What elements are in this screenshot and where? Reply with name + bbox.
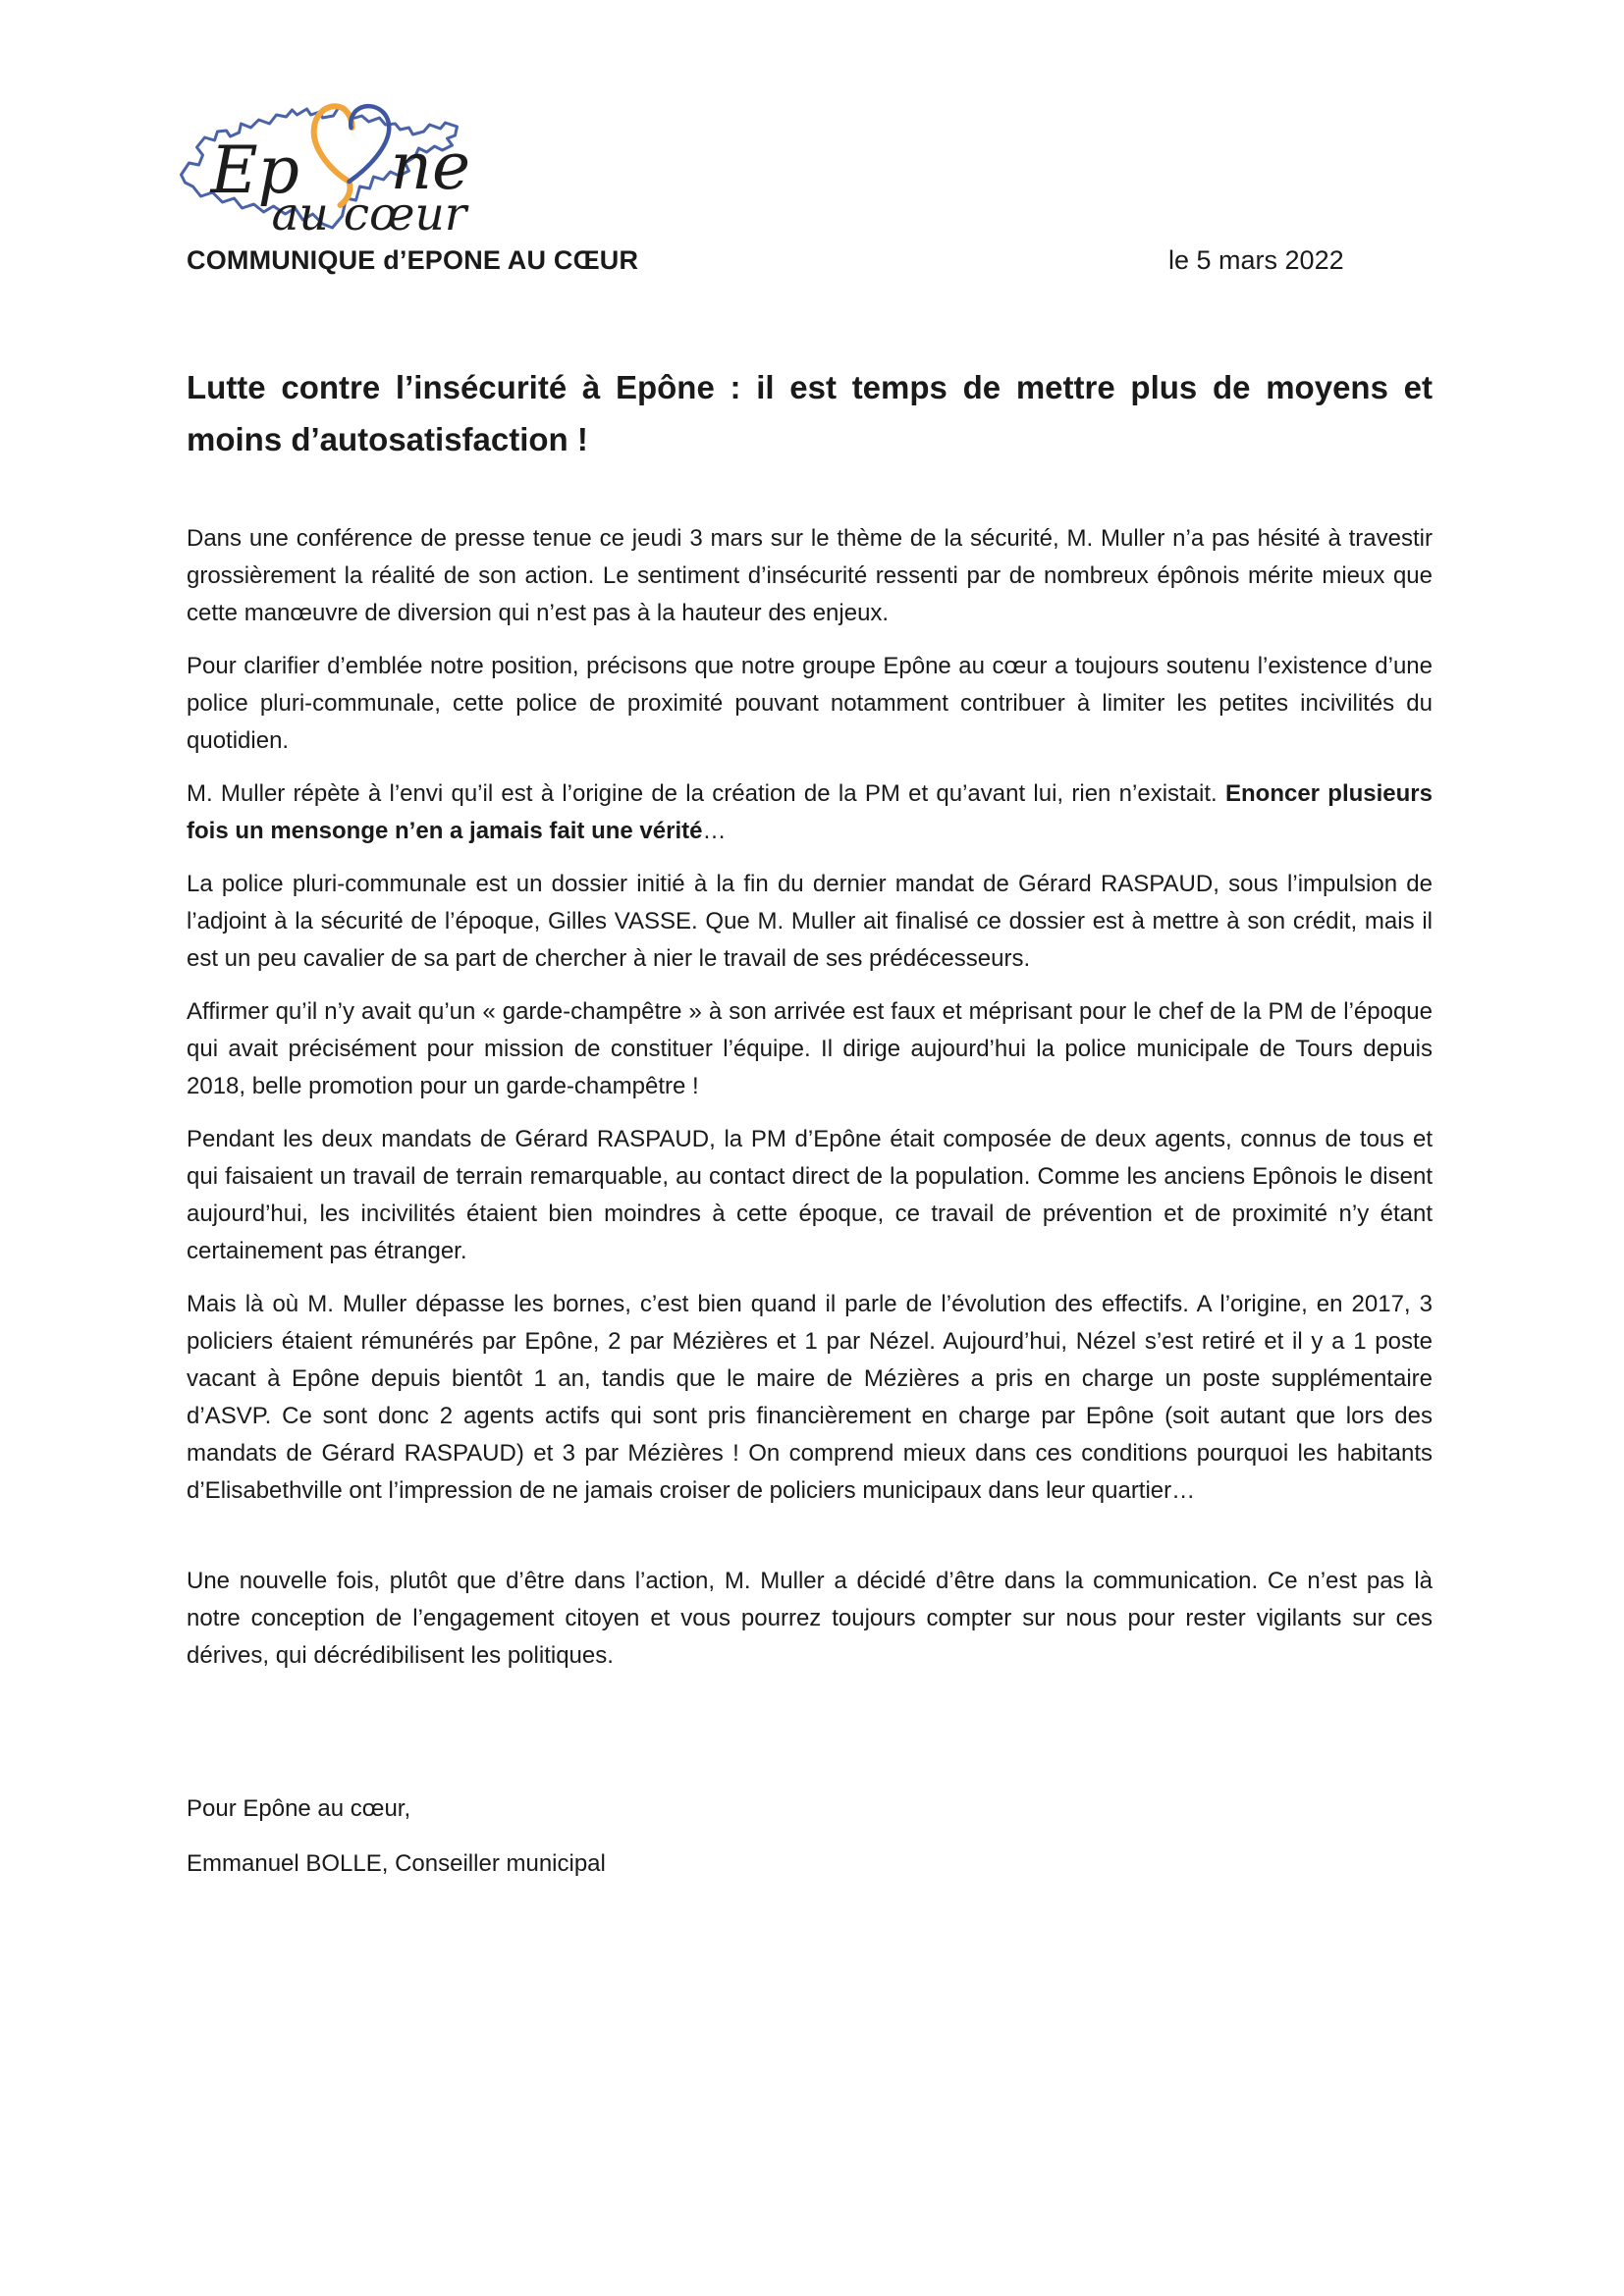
paragraph <box>187 1121 1433 1270</box>
paragraph-run: Une nouvelle fois, plutôt que d’être dans l’action, M. Muller a décidé d’être dans la communication. Ce n’est pas là notre conception de l’engagement citoyen et vous pourrez toujours compter sur nous pour rester vigilants sur ces dérives, qui décrédibilisent les politiques. <box>187 1568 1433 1669</box>
signature-block <box>187 1790 1433 1883</box>
paragraph-run: Mais là où M. Muller dépasse les bornes, c’est bien quand il parle de l’évolution des effectifs. A l’origine, en 2017, 3 policiers étaient rémunérés par Epône, 2 par Mézières et 1 par Nézel. Aujourd’hui, Nézel s’est retiré et il y a 1 poste vacant à Epône depuis bientôt 1 an, tandis que le maire de Mézières a pris en charge un poste supplémentaire d’ASVP. Ce sont donc 2 agents actifs qui sont pris financièrement en charge par Epône (soit autant que lors des mandats de Gérard RASPAUD) et 3 par Mézières ! On comprend mieux dans ces conditions pourquoi les habitants d’Elisabethville ont l’impression de ne jamais croiser de policiers municipaux dans leur quartier… <box>187 1291 1433 1504</box>
logo-text-subtitle: au cœur <box>271 187 467 241</box>
paragraph-run: Affirmer qu’il n’y avait qu’un « garde-champêtre » à son arrivée est faux et méprisant pour le chef de la PM de l’époque qui avait précisément pour mission de constituer l’équipe. Il dirige aujourd’hui la police municipale de Tours depuis 2018, belle promotion pour un garde-champêtre ! <box>187 998 1433 1099</box>
header-row <box>187 245 1433 285</box>
signature-group: Pour Epône au cœur, <box>187 1795 411 1822</box>
document-content <box>187 361 1433 1883</box>
paragraph <box>187 648 1433 760</box>
paragraph <box>187 993 1433 1105</box>
headline: Lutte contre l’insécurité à Epône : il est temps de mettre plus de moyens et moins d’autosatisfaction ! <box>187 369 1433 457</box>
signature-author: Emmanuel BOLLE, Conseiller municipal <box>187 1850 606 1877</box>
paragraph-run: … <box>702 818 727 844</box>
paragraph-run: Dans une conférence de presse tenue ce jeudi 3 mars sur le thème de la sécurité, M. Muller n’a pas hésité à travestir grossièrement la réalité de son action. Le sentiment d’insécurité ressenti par de nombreux épônois mérite mieux que cette manœuvre de diversion qui n’est pas à la hauteur des enjeux. <box>187 525 1433 626</box>
paragraph-run: Enoncer plusieurs fois un mensonge n’en a jamais fait une vérité <box>187 780 1433 844</box>
paragraph <box>187 1563 1433 1675</box>
epone-au-coeur-logo <box>145 79 479 243</box>
paragraph-run: La police pluri-communale est un dossier initié à la fin du dernier mandat de Gérard RASPAUD, sous l’impulsion de l’adjoint à la sécurité de l’époque, Gilles VASSE. Que M. Muller ait finalisé ce dossier est à mettre à son crédit, mais il est un peu cavalier de sa part de chercher à nier le travail de ses prédécesseurs. <box>187 871 1433 972</box>
paragraph-run: Pendant les deux mandats de Gérard RASPAUD, la PM d’Epône était composée de deux agents, connus de tous et qui faisaient un travail de terrain remarquable, au contact direct de la population. Comme les anciens Epônois le disent aujourd’hui, les incivilités étaient bien moindres à cette époque, ce travail de prévention et de proximité n’y étant certainement pas étranger. <box>187 1126 1433 1264</box>
paragraph <box>187 1286 1433 1510</box>
paragraph-run: Pour clarifier d’emblée notre position, précisons que notre groupe Epône au cœur a toujours soutenu l’existence d’une police pluri-communale, cette police de proximité pouvant notamment contribuer à limiter les petites incivilités du quotidien. <box>187 653 1433 754</box>
paragraph <box>187 775 1433 850</box>
logo-text-ep: Ep <box>210 133 299 208</box>
paragraph-run: M. Muller répète à l’envi qu’il est à l’origine de la création de la PM et qu’avant lui, rien n’existait. <box>187 780 1225 807</box>
logo-graphic <box>145 79 479 243</box>
logo-text-ne: ne <box>390 129 471 204</box>
body-paragraphs <box>187 520 1433 1675</box>
communique-header: COMMUNIQUE d’EPONE AU CŒUR <box>187 245 639 275</box>
document-date: le 5 mars 2022 <box>1168 245 1344 275</box>
paragraph <box>187 520 1433 632</box>
paragraph <box>187 866 1433 978</box>
